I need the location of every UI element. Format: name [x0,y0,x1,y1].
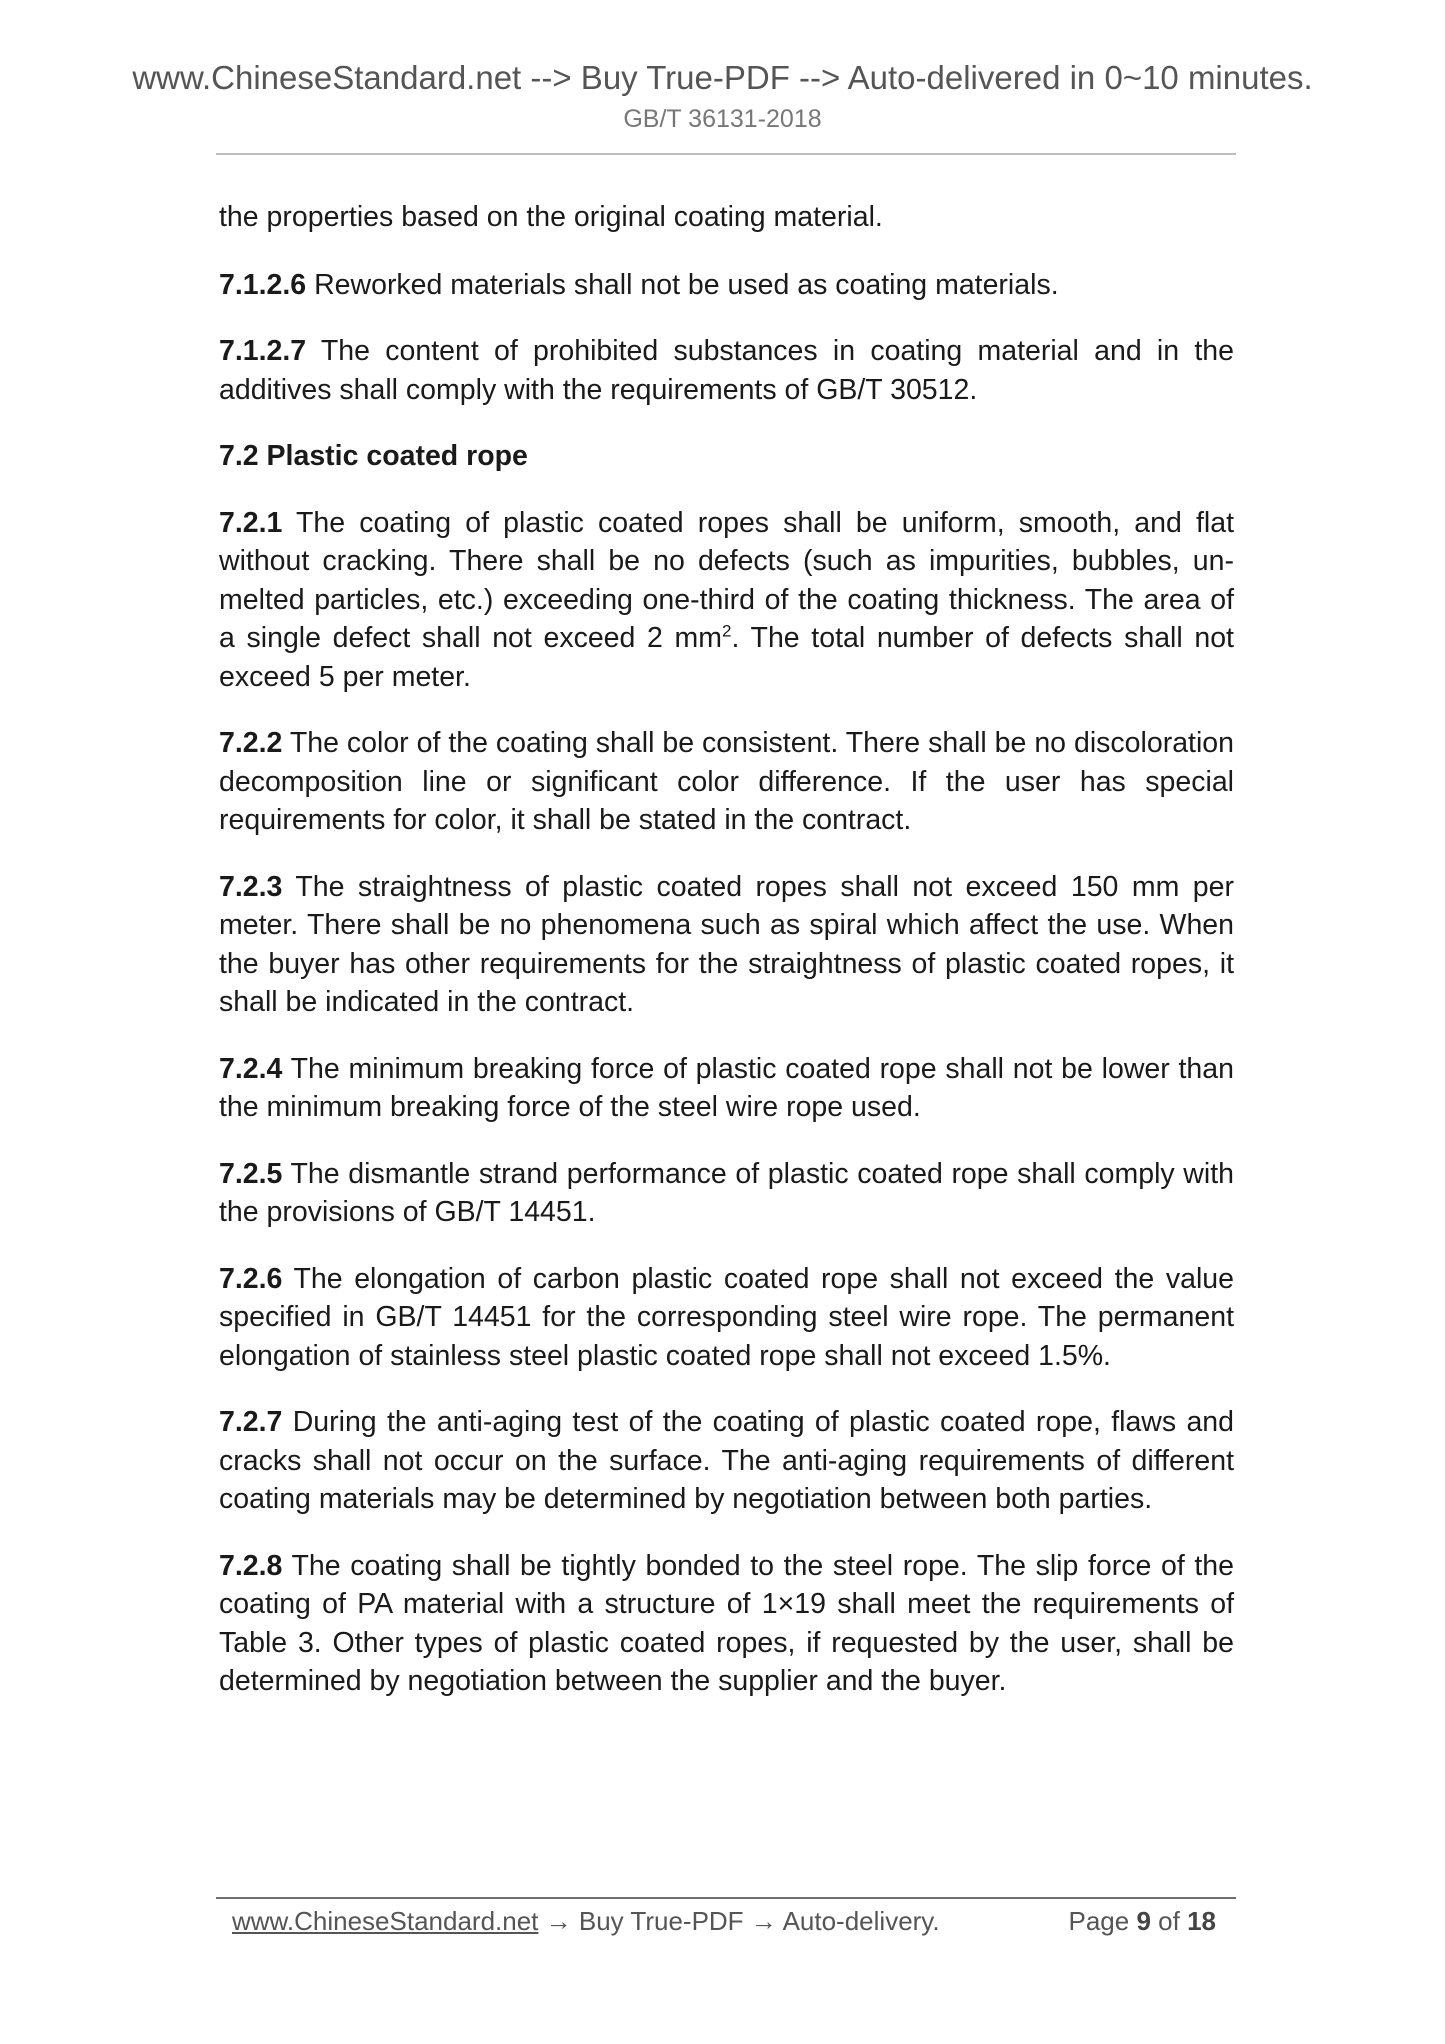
header-divider [216,153,1236,155]
clause-text: The minimum breaking force of plastic coated rope shall not be lower than the minimum breaking force of the steel wire rope used. [219,1052,1234,1123]
clause-7-2-8 [219,1547,1234,1701]
intro-paragraph: the properties based on the original coating material. [219,201,883,233]
superscript: 2 [722,621,732,641]
clause-text: The coating shall be tightly bonded to the steel rope. The slip force of the coating of PA material with a structure of 1×19 shall meet the requirements of Table 3. Other types of plastic coated ropes, if requested by the user, shall be determined by negotiation between the supplier and the buyer. [219,1549,1234,1697]
footer-website-link[interactable]: www.ChineseStandard.net [232,1906,539,1936]
footer-divider [216,1897,1236,1899]
clause-7-2-7 [219,1403,1234,1519]
page-total: 18 [1187,1906,1216,1936]
clause-text-continued: . The total number of defects shall not exceed 5 per meter. [219,622,1234,693]
of-label: of [1158,1906,1180,1936]
clause-number: 7.2.5 [219,1157,283,1190]
clause-text: The coating of plastic coated ropes shall be uniform, smooth, and flat without cracking. There shall be no defects (such as impurities, bubbles, un-melted particles, etc.) exceeding one-third of the coating thickness. The area of a single defect shall not exceed 2 mm [219,506,1234,654]
clause-7-2-6 [219,1260,1234,1376]
section-heading: 7.2 Plastic coated rope [219,440,528,472]
clause-7-2-3 [219,868,1234,1022]
clause-number: 7.2.4 [219,1052,283,1085]
clause-7-2-2 [219,724,1234,840]
clause-text: The content of prohibited substances in coating material and in the additives shall comply with the requirements of GB/T 30512. [219,335,1234,406]
footer-text: → Buy True-PDF → Auto-delivery. [538,1906,940,1936]
clause-number: 7.1.2.6 [219,268,307,301]
clause-number: 7.2.2 [219,727,283,759]
clause-text: The elongation of carbon plastic coated rope shall not exceed the value specified in GB/T 14451 for the corresponding steel wire rope. The permanent elongation of stainless steel plastic coated rope shall not exceed 1.5%. [219,1262,1234,1372]
standard-number: GB/T 36131-2018 [623,105,822,133]
document-body [219,198,1234,1729]
clause-number: 7.2.1 [219,506,283,539]
clause-text: During the anti-aging test of the coating of plastic coated rope, flaws and cracks shall not occur on the surface. The anti-aging requirements of different coating materials may be determined by negotiation between both parties. [219,1406,1234,1515]
clause-text: The dismantle strand performance of plastic coated rope shall comply with the provisions of GB/T 14451. [219,1157,1234,1228]
header-banner: www.ChineseStandard.net --> Buy True-PDF --> Auto-delivered in 0~10 minutes. [132,59,1313,96]
page-footer [232,1904,1232,1938]
clause-7-1-2-6 [219,266,1234,305]
clause-text: The straightness of plastic coated ropes shall not exceed 150 mm per meter. There shall be no phenomena such as spiral which affect the use. When the buyer has other requirements for the straightness of plastic coated ropes, it shall be indicated in the contract. [219,870,1234,1018]
page-number: 9 [1136,1906,1151,1936]
clause-text: Reworked materials shall not be used as coating materials. [306,268,1059,301]
clause-7-1-2-7 [219,332,1234,409]
clause-number: 7.2.3 [219,870,283,903]
clause-number: 7.2.8 [219,1549,283,1582]
clause-number: 7.1.2.7 [219,335,307,367]
page-indicator [1068,1904,1216,1938]
page-label: Page [1068,1906,1130,1936]
clause-7-2-4 [219,1050,1234,1127]
clause-text: The color of the coating shall be consistent. There shall be no discoloration decomposition line or significant color difference. If the user has special requirements for color, it shall be stated in the contract. [219,727,1234,836]
clause-7-2-5 [219,1155,1234,1232]
clause-number: 7.2.7 [219,1406,283,1438]
clause-number: 7.2.6 [219,1262,283,1295]
clause-7-2-1 [219,504,1234,697]
